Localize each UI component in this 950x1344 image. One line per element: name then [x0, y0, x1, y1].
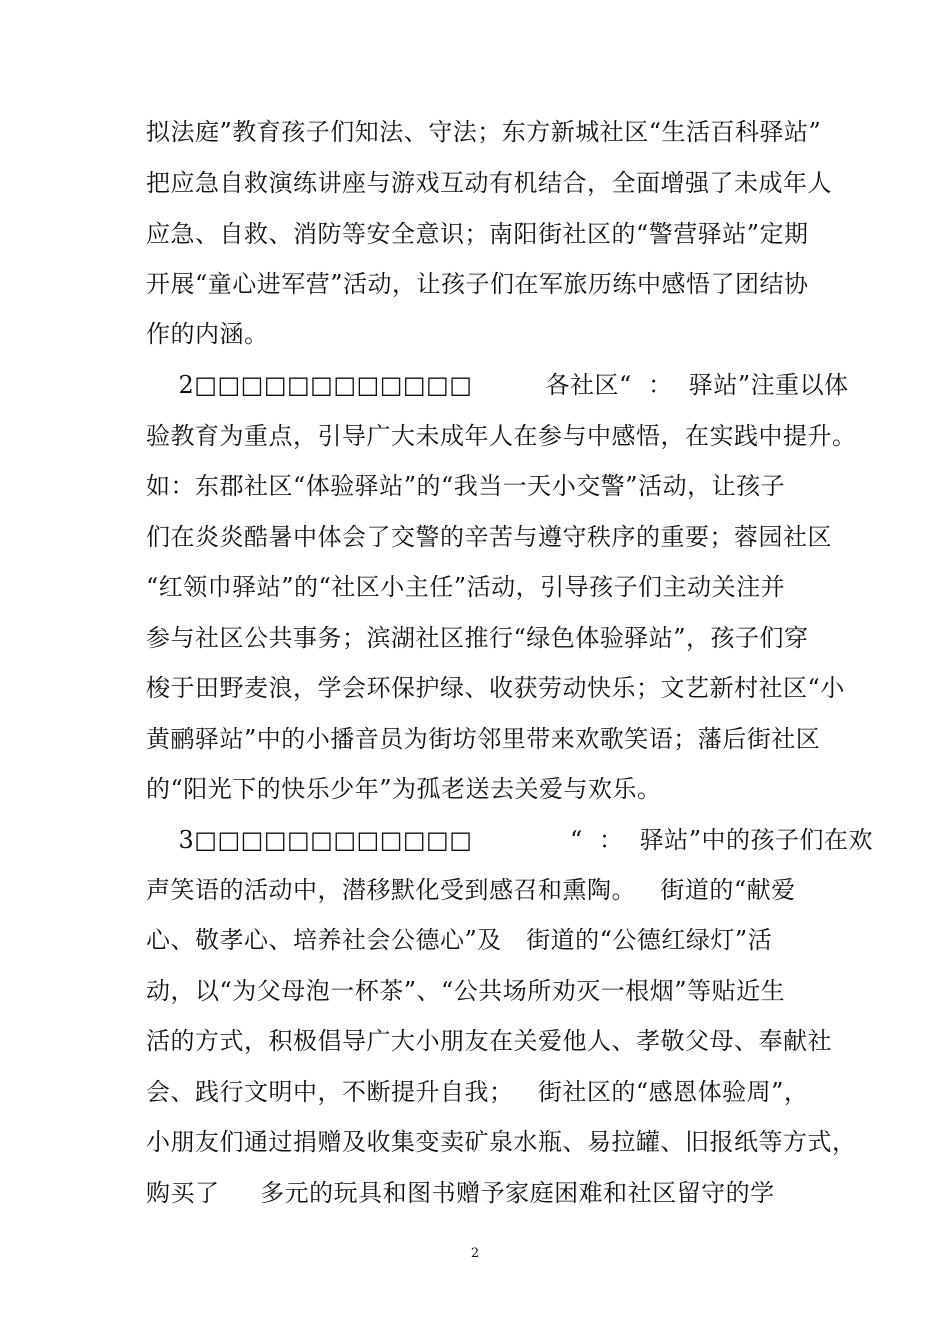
text-line: 梭于田野麦浪，学会环保护绿、收获劳动快乐；文艺新村社区“小: [146, 674, 845, 702]
text-line: “红领巾驿站”的“社区小主任”活动，引导孩子们主动关注并: [146, 573, 786, 601]
text-line: 黄鹂驿站”中的小播音员为街坊邻里带来欢歌笑语；藩后街社区: [146, 725, 821, 753]
text-line: 的“阳光下的快乐少年”为孤老送去关爱与欢乐。: [146, 775, 662, 803]
text-line: 把应急自救演练讲座与游戏互动有机结合，全面增强了未成年人: [146, 169, 832, 197]
text-line: 拟法庭”教育孩子们知法、守法；东方新城社区“生活百科驿站”: [146, 118, 822, 146]
text-line: 活的方式，积极倡导广大小朋友在关爱他人、孝敬父母、奉献社: [146, 1027, 832, 1055]
text-line: 心、敬孝心、培养社会公德心”及 街道的“公德红绿灯”活: [146, 926, 773, 954]
text-line: 2□□□□□□□□□□□□ 各社区“ ： 驿站”注重以体: [146, 371, 849, 399]
text-line: 应急、自救、消防等安全意识；南阳街社区的“警营驿站”定期: [146, 220, 809, 248]
text-line: 如：东郡社区“体验驿站”的“我当一天小交警”活动，让孩子: [146, 472, 786, 500]
text-line: 购买了 多元的玩具和图书赠予家庭困难和社区留守的学: [146, 1179, 775, 1207]
text-line: 声笑语的活动中，潜移默化受到感召和熏陶。 街道的“献爱: [146, 876, 796, 904]
text-line: 动，以“为父母泡一杯茶”、“公共场所劝灭一根烟”等贴近生: [146, 977, 786, 1005]
text-line: 验教育为重点，引导广大未成年人在参与中感悟，在实践中提升。: [146, 422, 857, 450]
page-number: 2: [470, 1246, 480, 1261]
text-line: 小朋友们通过捐赠及收集变卖矿泉水瓶、易拉罐、旧报纸等方式，: [146, 1128, 857, 1156]
text-line: 作的内涵。: [146, 320, 269, 348]
text-line: 开展“童心进军营”活动，让孩子们在军旅历练中感悟了团结协: [146, 270, 809, 298]
text-line: 3□□□□□□□□□□□□ “ ： 驿站”中的孩子们在欢: [146, 826, 873, 854]
text-line: 们在炎炎酷暑中体会了交警的辛苦与遵守秩序的重要；蓉园社区: [146, 523, 832, 551]
text-line: 参与社区公共事务；滨湖社区推行“绿色体验驿站”，孩子们穿: [146, 624, 809, 652]
text-line: 会、践行文明中，不断提升自我； 街社区的“感恩体验周”，: [146, 1078, 809, 1106]
